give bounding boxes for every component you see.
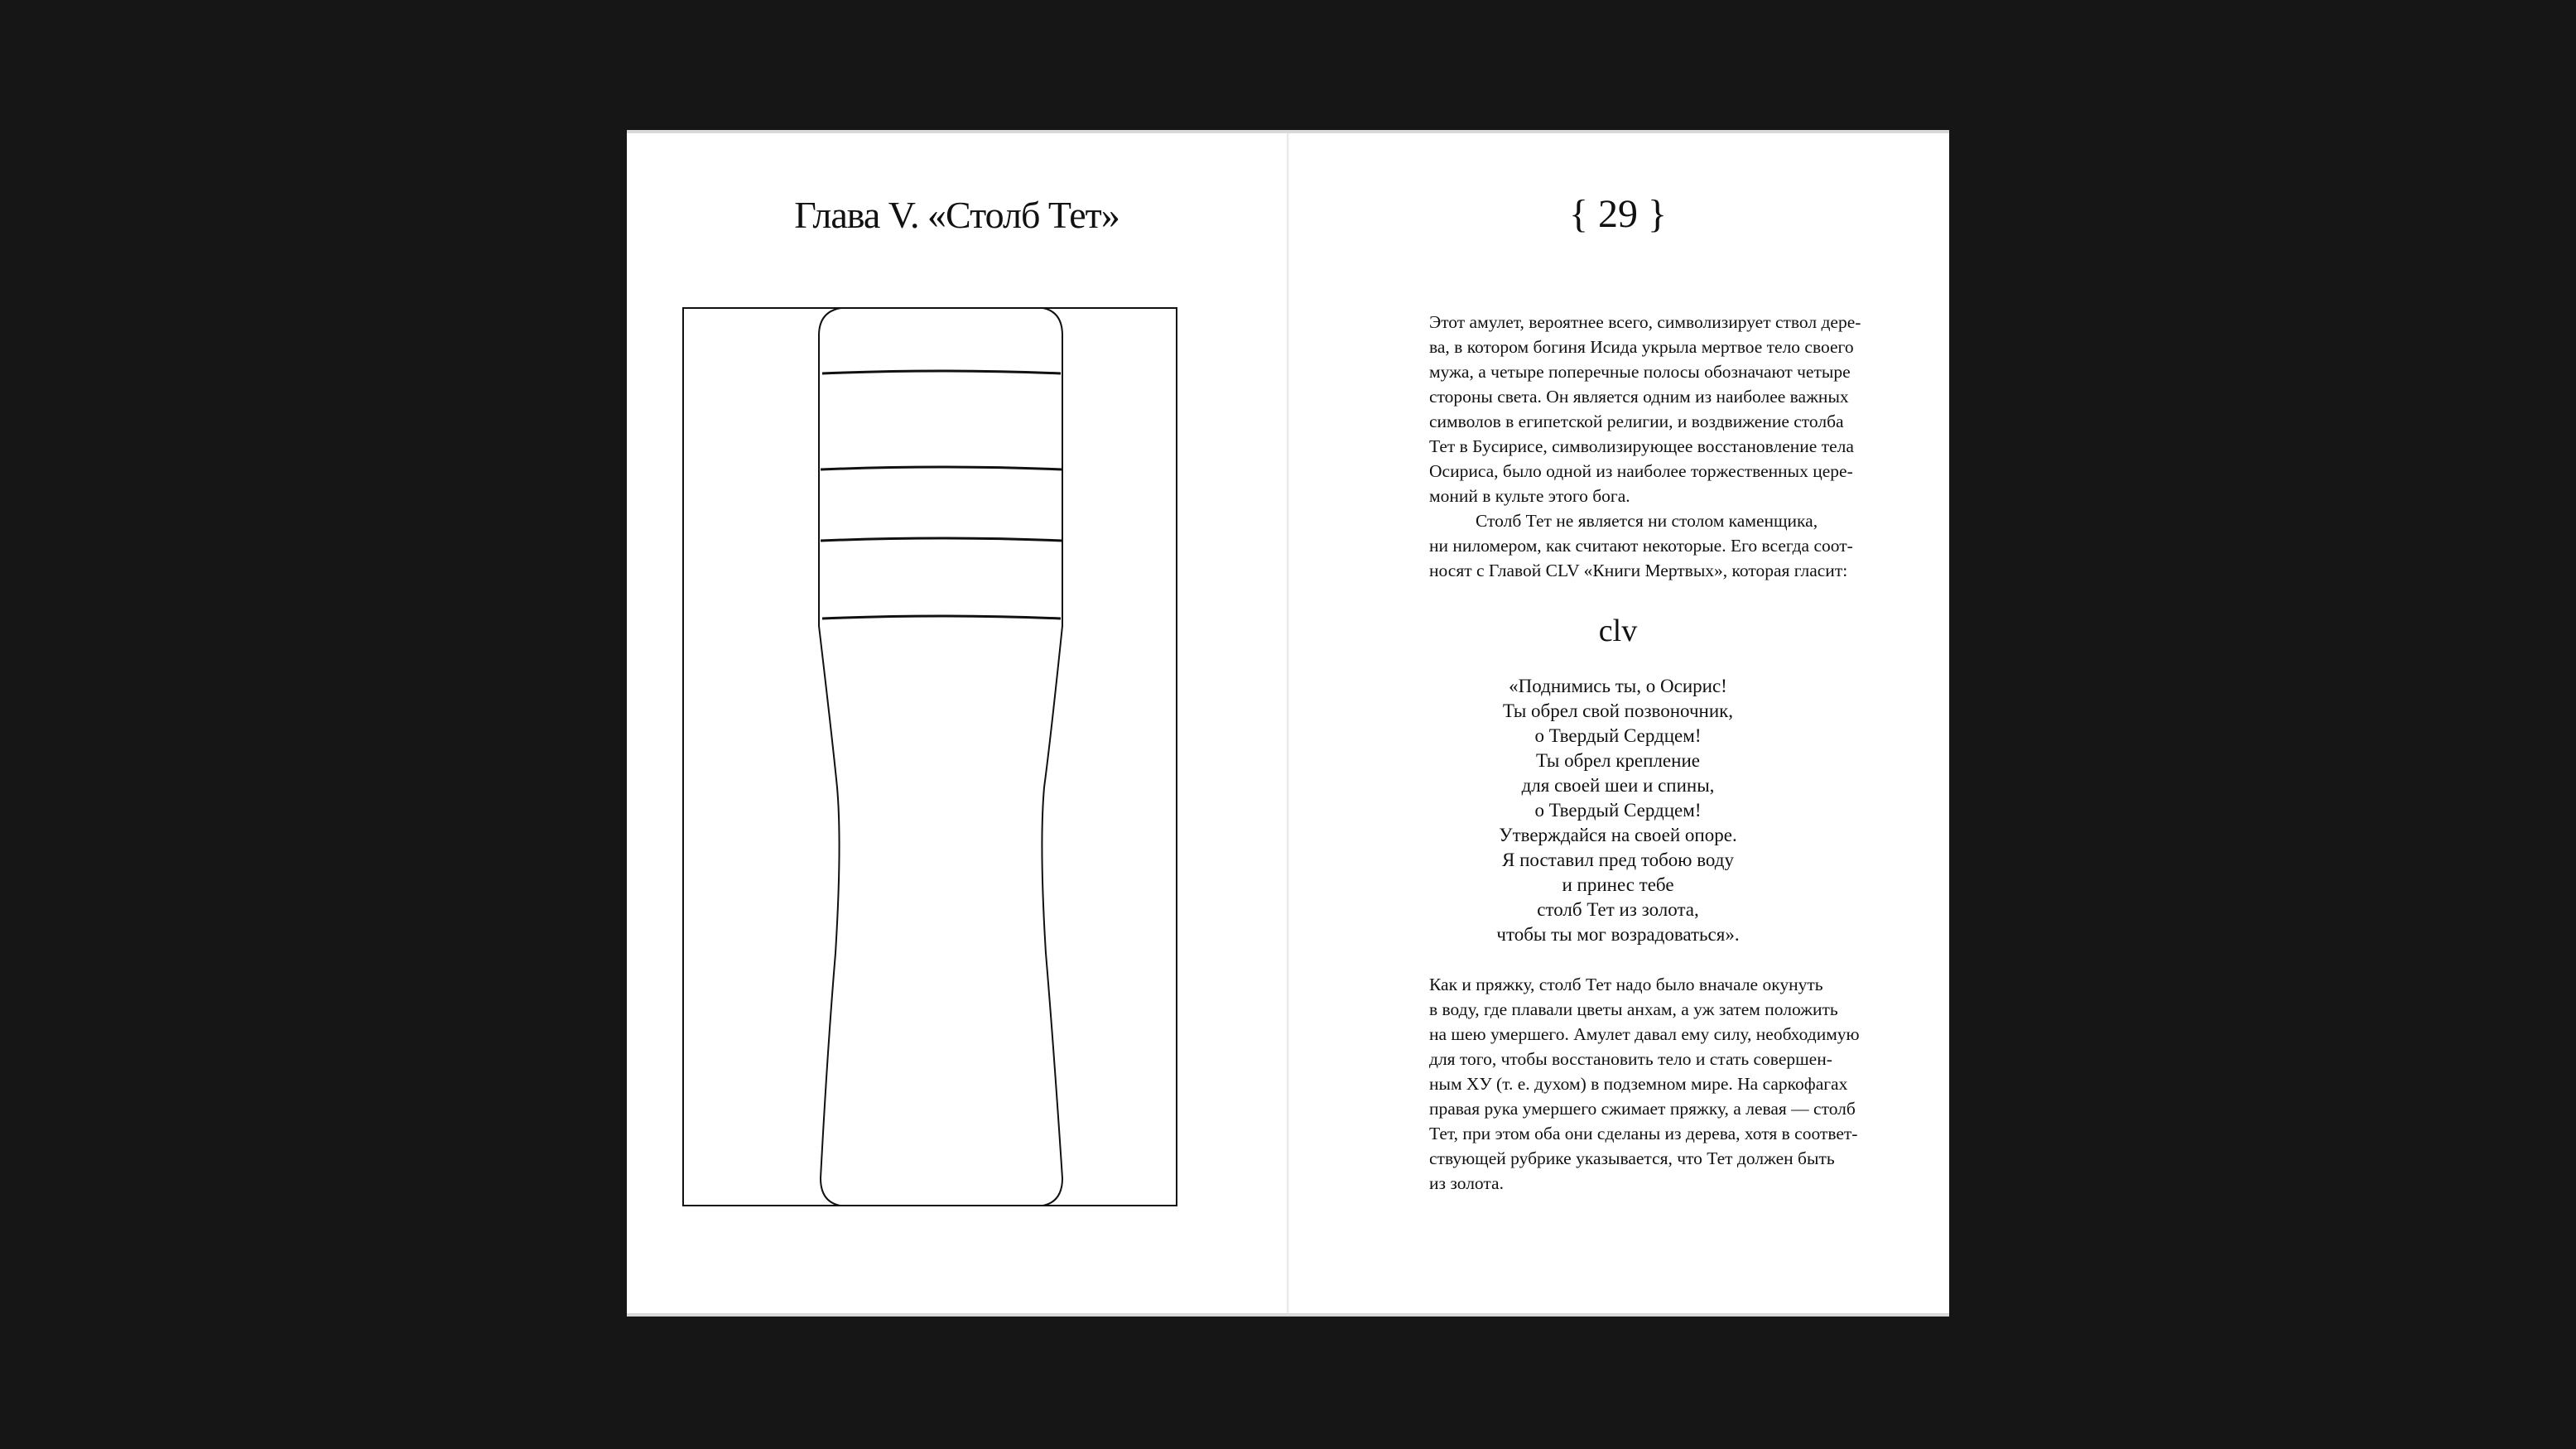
text-line: ным ХУ (т. е. духом) в подземном мире. На саркофагах <box>1429 1074 1848 1094</box>
pillar-outline <box>819 307 1062 1206</box>
verse-line: Утверждайся на своей опоре. <box>1499 825 1737 845</box>
text-line: Осириса, было одной из наиболее торжественных цере- <box>1429 461 1853 481</box>
text-line: ствующей рубрике указывается, что Тет должен быть <box>1429 1148 1835 1168</box>
text-line: в воду, где плавали цветы анхам, а уж затем положить <box>1429 999 1838 1019</box>
text-line: мужа, а четыре поперечные полосы обозначают четыре <box>1429 362 1851 382</box>
page-number: { 29 } <box>1568 192 1668 236</box>
pillar-band-2 <box>821 467 1062 469</box>
verse-line: столб Тет из золота, <box>1537 899 1699 920</box>
left-page <box>627 133 1287 1313</box>
text-line: Этот амулет, вероятнее всего, символизирует ствол дере- <box>1429 312 1861 332</box>
text-line: Тет, при этом оба они сделаны из дерева, хотя в соответ- <box>1429 1124 1858 1143</box>
verse-line: о Твердый Сердцем! <box>1534 725 1702 746</box>
pillar-band-1 <box>822 371 1061 373</box>
pillar-band-3 <box>821 538 1062 541</box>
section-heading: clv <box>1598 614 1638 648</box>
text-line: Как и пряжку, столб Тет надо было вначале окунуть <box>1429 975 1823 994</box>
verse-line: Я поставил пред тобою воду <box>1502 850 1734 870</box>
figure-frame <box>683 308 1177 1206</box>
text-line: Тет в Бусирисе, символизирующее восстановление тела <box>1429 436 1854 456</box>
text-line: для того, чтобы восстановить тело и стать совершен- <box>1429 1049 1832 1069</box>
verse-line: «Поднимись ты, о Осирис! <box>1509 676 1727 696</box>
djed-pillar-figure <box>681 307 1178 1206</box>
text-line: на шею умершего. Амулет давал ему силу, необходимую <box>1429 1024 1860 1044</box>
verse-line: Ты обрел крепление <box>1536 750 1700 771</box>
verse-line: чтобы ты мог возрадоваться». <box>1496 924 1740 945</box>
text-line: символов в египетской религии, и воздвижение столба <box>1429 412 1844 431</box>
book-spread <box>627 130 1949 1317</box>
intro-text <box>1429 310 1934 583</box>
verse-line: для своей шеи и спины, <box>1521 775 1715 796</box>
chapter-title: Глава V. «Столб Тет» <box>794 194 1119 236</box>
text-line: носят с Главой CLV «Книги Мертвых», которая гласит: <box>1429 561 1848 580</box>
closing-text <box>1429 972 1934 1196</box>
text-line: правая рука умершего сжимает пряжку, а левая — столб <box>1429 1099 1856 1119</box>
text-line: из золота. <box>1429 1173 1504 1193</box>
text-line: стороны света. Он является одним из наиболее важных <box>1429 387 1849 407</box>
verse-line: Ты обрел свой позвоночник, <box>1502 700 1734 721</box>
text-line: ва, в котором богиня Исида укрыла мертвое тело своего <box>1429 337 1854 357</box>
djed-pillar-drawing <box>681 307 1178 1206</box>
text-line: ни ниломером, как считают некоторые. Его всегда соот- <box>1429 536 1853 556</box>
verse-line: о Твердый Сердцем! <box>1534 800 1702 821</box>
text-line: моний в культе этого бога. <box>1429 486 1630 506</box>
right-page <box>1287 133 1949 1313</box>
pillar-band-4 <box>822 616 1061 619</box>
verse-block <box>1287 674 1949 947</box>
verse-line: и принес тебе <box>1562 874 1674 895</box>
text-line: Столб Тет не является ни столом каменщика, <box>1476 511 1818 531</box>
